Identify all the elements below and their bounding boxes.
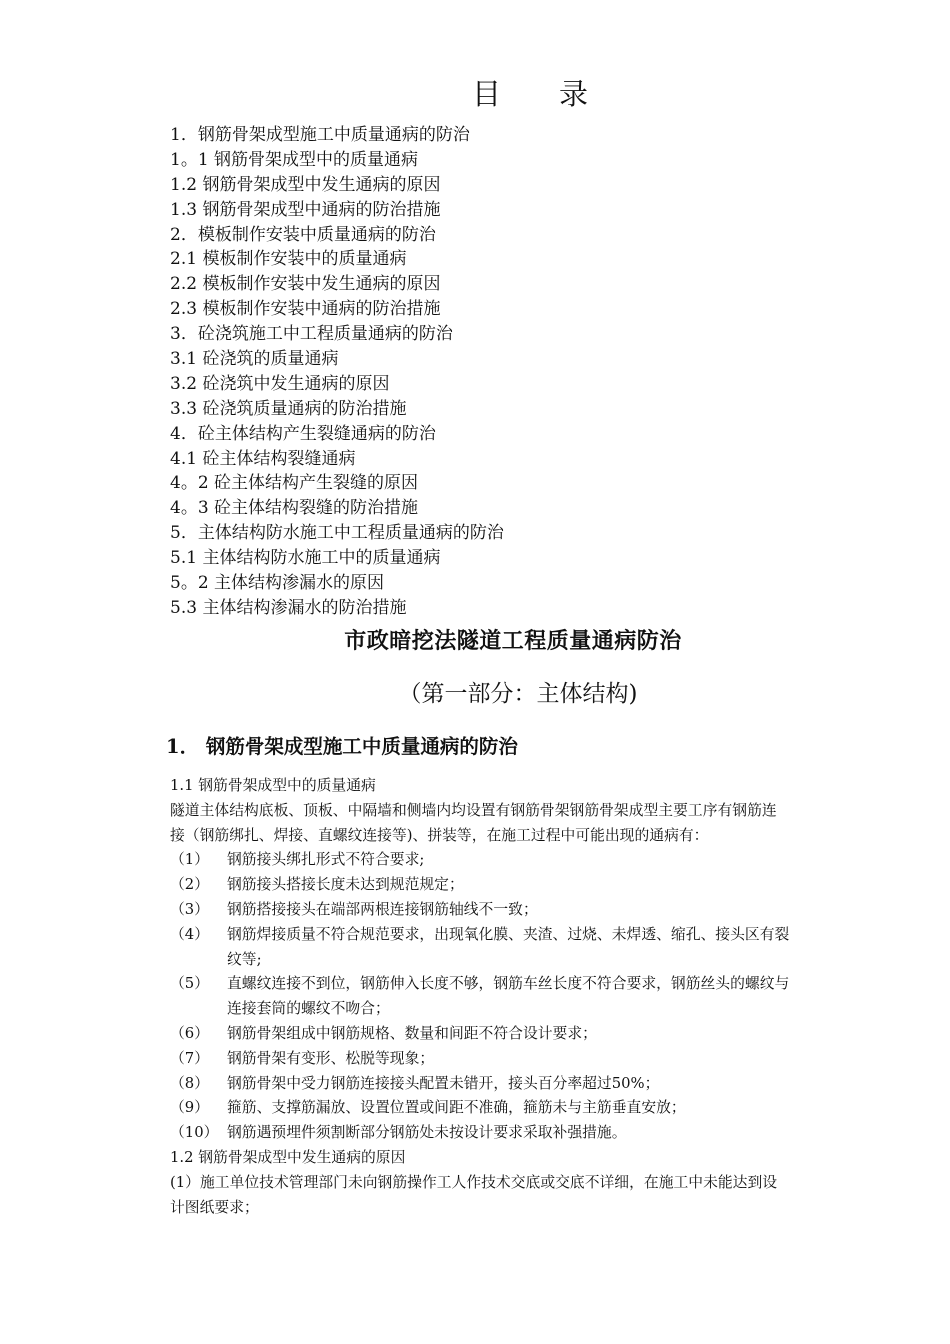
list-item-number: （4） [170, 925, 210, 943]
list-item-line: 钢筋骨架有变形、松脱等现象； [227, 1049, 435, 1067]
toc-entry: 3.1 砼浇筑的质量通病 [170, 349, 339, 370]
toc-entry: 5。2 主体结构渗漏水的原因 [170, 573, 385, 594]
defect-list [170, 848, 870, 1146]
table-of-contents [170, 123, 870, 621]
cause-paragraph-line: 计图纸要求； [170, 1198, 259, 1216]
list-item-number: （5） [170, 975, 210, 993]
list-item-line: 钢筋骨架中受力钢筋连接接头配置未错开，接头百分率超过50%； [227, 1074, 660, 1092]
list-item-number: （7） [170, 1049, 210, 1067]
list-item-number: （8） [170, 1074, 210, 1092]
subsection-1-1-heading: 1.1 钢筋骨架成型中的质量通病 [170, 777, 376, 794]
list-item [170, 1072, 870, 1097]
list-item-text [227, 923, 870, 973]
list-item-number: （9） [170, 1099, 210, 1117]
list-item [170, 848, 870, 873]
toc-entry: 1.3 钢筋骨架成型中通病的防治措施 [170, 199, 441, 220]
list-item-text [227, 1121, 870, 1146]
list-item [170, 873, 870, 898]
list-item-line: 纹等; [227, 950, 262, 968]
list-item-text [227, 972, 870, 1022]
section-1-heading: 1． 钢筋骨架成型施工中质量通病的防治 [166, 735, 518, 758]
toc-entry: 2．模板制作安装中质量通病的防治 [170, 224, 436, 245]
list-item-line: 钢筋焊接质量不符合规范要求，出现氧化膜、夹渣、过烧、未焊透、缩孔、接头区有裂 [227, 925, 790, 943]
cause-paragraph-line: (1）施工单位技术管理部门未向钢筋操作工人作技术交底或交底不详细，在施工中未能达到设 [170, 1173, 778, 1191]
toc-entry: 4．砼主体结构产生裂缝通病的防治 [170, 423, 436, 444]
toc-title [0, 72, 950, 113]
toc-entry: 5.1 主体结构防水施工中的质量通病 [170, 548, 441, 569]
intro-paragraph-line: 隧道主体结构底板、顶板、中隔墙和侧墙内均设置有钢筋骨架钢筋骨架成型主要工序有钢筋连 [170, 801, 777, 819]
toc-entry: 4。3 砼主体结构裂缝的防治措施 [170, 498, 419, 519]
list-item-text [227, 898, 870, 923]
list-item-line: 箍筋、支撑筋漏放、设置位置或间距不准确，箍筋未与主筋垂直安放； [227, 1099, 686, 1117]
list-item-line: 钢筋搭接接头在端部两根连接钢筋轴线不一致； [227, 900, 538, 918]
toc-entry: 2.3 模板制作安装中通病的防治措施 [170, 299, 441, 320]
list-item-text [227, 1096, 870, 1121]
list-item [170, 923, 870, 973]
toc-entry: 1。1 钢筋骨架成型中的质量通病 [170, 149, 419, 170]
toc-title-char-2: 录 [559, 77, 589, 111]
list-item-number: （1） [170, 851, 210, 869]
toc-entry: 5．主体结构防水施工中工程质量通病的防治 [170, 523, 504, 544]
list-item [170, 972, 870, 1022]
list-item-line: 钢筋遇预埋件须割断部分钢筋处未按设计要求采取补强措施。 [227, 1124, 627, 1142]
toc-entry: 3.2 砼浇筑中发生通病的原因 [170, 373, 390, 394]
list-item [170, 1121, 870, 1146]
toc-entry: 3．砼浇筑施工中工程质量通病的防治 [170, 324, 453, 345]
list-item-line: 钢筋接头绑扎形式不符合要求; [227, 851, 425, 869]
list-item-text [227, 873, 870, 898]
list-item [170, 1022, 870, 1047]
list-item-text [227, 1022, 870, 1047]
list-item-number: （2） [170, 876, 210, 894]
list-item-number: （6） [170, 1024, 210, 1042]
list-item-number: （3） [170, 900, 210, 918]
toc-entry: 1．钢筋骨架成型施工中质量通病的防治 [170, 125, 470, 145]
list-item-line: 钢筋接头搭接长度未达到规范规定； [227, 876, 464, 894]
document-title: 市政暗挖法隧道工程质量通病防治 [344, 628, 682, 654]
list-item-number: （10） [170, 1124, 219, 1142]
list-item-text [227, 848, 870, 873]
intro-paragraph-line: 接（钢筋绑扎、焊接、直螺纹连接等)、拼装等，在施工过程中可能出现的通病有： [170, 826, 709, 844]
toc-entry: 4。2 砼主体结构产生裂缝的原因 [170, 473, 419, 494]
list-item [170, 898, 870, 923]
document-subtitle: （第一部分：主体结构) [398, 681, 638, 707]
list-item-line: 连接套筒的螺纹不吻合； [227, 1000, 390, 1018]
toc-entry: 2.2 模板制作安装中发生通病的原因 [170, 274, 441, 295]
toc-entry: 4.1 砼主体结构裂缝通病 [170, 448, 356, 469]
list-item [170, 1047, 870, 1072]
list-item-text [227, 1072, 870, 1097]
toc-entry: 5.3 主体结构渗漏水的防治措施 [170, 597, 407, 618]
list-item [170, 1096, 870, 1121]
list-item-line: 直螺纹连接不到位，钢筋伸入长度不够，钢筋车丝长度不符合要求，钢筋丝头的螺纹与 [227, 975, 790, 993]
toc-entry: 3.3 砼浇筑质量通病的防治措施 [170, 398, 407, 419]
toc-entry: 2.1 模板制作安装中的质量通病 [170, 249, 407, 270]
subsection-1-2-heading: 1.2 钢筋骨架成型中发生通病的原因 [170, 1148, 406, 1166]
toc-entry: 1.2 钢筋骨架成型中发生通病的原因 [170, 174, 441, 195]
section-1-body [170, 774, 870, 1220]
toc-title-char-1: 目 [471, 77, 501, 111]
list-item-text [227, 1047, 870, 1072]
list-item-line: 钢筋骨架组成中钢筋规格、数量和间距不符合设计要求； [227, 1024, 597, 1042]
